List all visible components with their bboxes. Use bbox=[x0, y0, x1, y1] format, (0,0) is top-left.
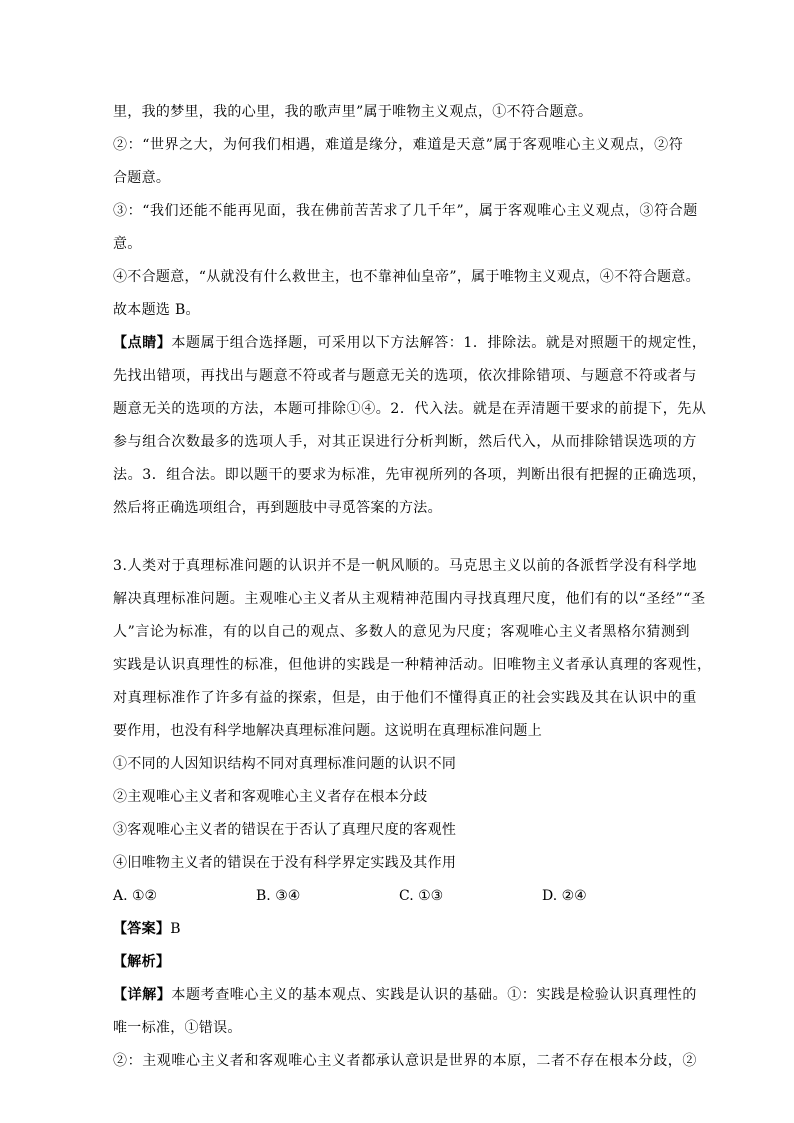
xiangjie-text: 本题考查唯心主义的基本观点、实践是认识的基础。①：实践是检验认识真理性的 bbox=[171, 987, 698, 1003]
xiangjie-tag: 【详解】 bbox=[113, 987, 172, 1003]
statement-item: ③客观唯心主义者的错误在于否认了真理尺度的客观性 bbox=[113, 822, 457, 838]
xiangjie-line bbox=[113, 979, 698, 1012]
text-line: 先找出错项，再找出与题意不符或者与题意无关的选项，依次排除错项、与题意不符或者与 bbox=[113, 368, 697, 384]
text-line: 合题意。 bbox=[113, 170, 171, 186]
text-line bbox=[113, 327, 707, 360]
paragraph-gap bbox=[113, 525, 685, 550]
answer-tag: 【答案】 bbox=[113, 921, 171, 937]
text-line: 法。3．组合法。即以题干的要求为标准，先审视所列的各项，判断出很有把握的正确选项， bbox=[113, 467, 707, 483]
question-3 bbox=[113, 550, 712, 913]
text-line: 然后将正确选项组合，再到题肢中寻觅答案的方法。 bbox=[113, 500, 442, 516]
dianjing-tag: 【点睛】 bbox=[113, 335, 172, 351]
option-d: D. ②④ bbox=[542, 888, 587, 904]
option-a: A. ①② bbox=[113, 888, 158, 904]
text-line: 意。 bbox=[113, 236, 142, 252]
jiexi-tag: 【解析】 bbox=[113, 954, 171, 970]
answer-value: B bbox=[170, 921, 181, 937]
answer-line bbox=[113, 913, 685, 946]
answer-section bbox=[113, 913, 698, 1078]
statement-item: ②主观唯心主义者和客观唯心主义者存在根本分歧 bbox=[113, 789, 428, 805]
dianjing-text: 本题属于组合选择题，可采用以下方法解答：1．排除法。就是对照题干的规定性， bbox=[171, 335, 707, 351]
option-b: B. ③④ bbox=[256, 888, 301, 904]
text-line: ②：主观唯心主义者和客观唯心主义者都承认意识是世界的本原，二者不存在根本分歧，② bbox=[113, 1053, 697, 1069]
option-c: C. ①③ bbox=[399, 888, 444, 904]
previous-answer-analysis bbox=[113, 96, 700, 327]
text-line: ④不合题意，“从就没有什么救世主，也不靠神仙皇帝”，属于唯物主义观点，④不符合题意。 bbox=[113, 269, 700, 285]
dianjing-section bbox=[113, 327, 707, 525]
text-line: ②：“世界之大，为何我们相遇，难道是缘分，难道是天意”属于客观唯心主义观点，②符 bbox=[113, 137, 684, 153]
statement-item: ①不同的人因知识结构不同对真理标准问题的认识不同 bbox=[113, 756, 457, 772]
text-line: 故本题选 B。 bbox=[113, 302, 200, 318]
question-stem-line: 3.人类对于真理标准问题的认识并不是一帆风顺的。马克思主义以前的各派哲学没有科学地 bbox=[113, 558, 697, 574]
document-page bbox=[113, 96, 712, 1078]
question-stem-line: 要作用，也没有科学地解决真理标准问题。这说明在真理标准问题上 bbox=[113, 723, 542, 739]
text-line: 参与组合次数最多的选项人手，对其正误进行分析判断，然后代入，从而排除错误选项的方 bbox=[113, 434, 697, 450]
text-line: 里，我的梦里，我的心里，我的歌声里”属于唯物主义观点，①不符合题意。 bbox=[113, 104, 593, 120]
text-line: ③：“我们还能不能再见面，我在佛前苦苦求了几千年”，属于客观唯心主义观点，③符合题 bbox=[113, 203, 698, 219]
question-stem-line: 实践是认识真理性的标准，但他讲的实践是一种精神活动。旧唯物主义者承认真理的客观性， bbox=[113, 657, 712, 673]
statement-item: ④旧唯物主义者的错误在于没有科学界定实践及其作用 bbox=[113, 855, 457, 871]
question-stem-line: 对真理标准作了许多有益的探索，但是，由于他们不懂得真正的社会实践及其在认识中的重 bbox=[113, 690, 697, 706]
question-stem-line: 解决真理标准问题。主观唯心主义者从主观精神范围内寻找真理尺度，他们有的以“圣经”“圣 bbox=[113, 591, 706, 607]
text-line: 题意无关的选项的方法，本题可排除①④。2．代入法。就是在弄清题干要求的前提下，先从 bbox=[113, 401, 707, 417]
answer-options bbox=[113, 880, 685, 913]
question-stem-line: 人”言论为标准，有的以自己的观点、多数人的意见为尺度；客观唯心主义者黑格尔猜测到 bbox=[113, 624, 691, 640]
jiexi-line bbox=[113, 946, 685, 979]
text-line: 唯一标准，①错误。 bbox=[113, 1020, 242, 1036]
